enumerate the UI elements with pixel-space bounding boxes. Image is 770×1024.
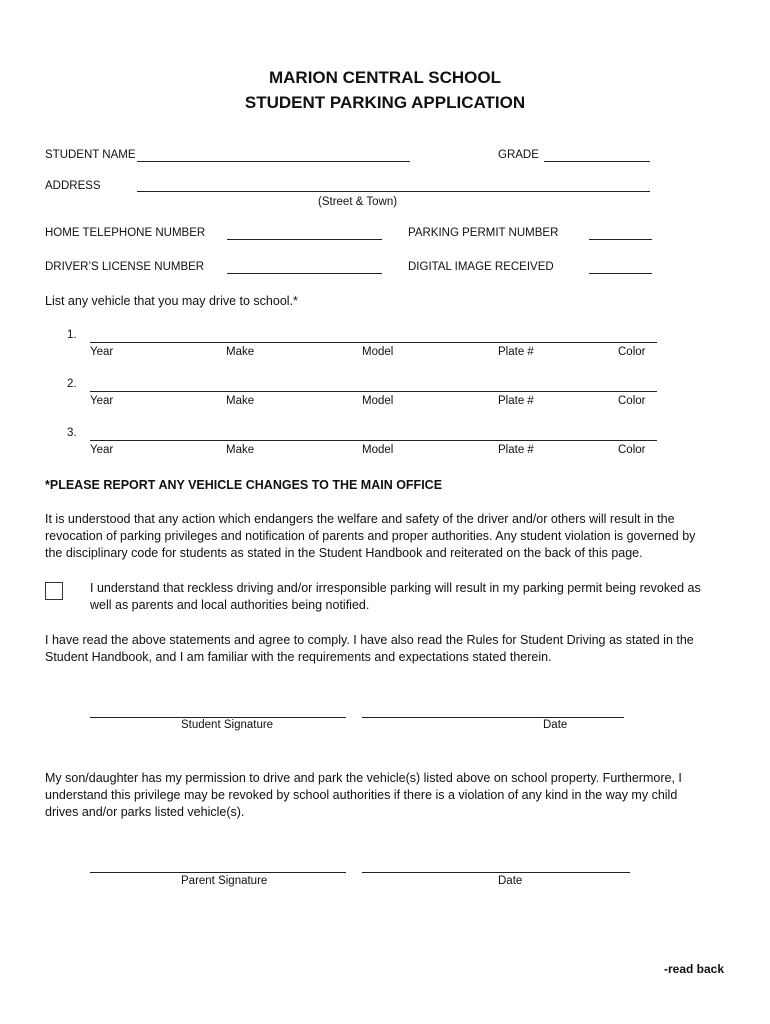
col-year: Year — [90, 346, 114, 358]
vehicle-number: 2. — [67, 378, 77, 390]
col-make: Make — [226, 346, 255, 358]
address-label: ADDRESS — [45, 180, 101, 192]
school-name: MARION CENTRAL SCHOOL — [268, 68, 501, 87]
col-color: Color — [618, 346, 646, 358]
parent-signature-field[interactable] — [90, 872, 346, 873]
read-back-note: -read back — [664, 962, 725, 976]
vehicle-number: 3. — [67, 427, 77, 439]
student-name-field[interactable] — [137, 161, 410, 162]
license-field[interactable] — [227, 273, 382, 274]
permit-number-label: PARKING PERMIT NUMBER — [408, 227, 559, 239]
license-label: DRIVER’S LICENSE NUMBER — [45, 261, 205, 273]
home-phone-field[interactable] — [227, 239, 382, 240]
digital-image-field[interactable] — [589, 273, 652, 274]
col-model: Model — [362, 395, 394, 407]
grade-label: GRADE — [498, 149, 539, 161]
home-phone-label: HOME TELEPHONE NUMBER — [45, 227, 206, 239]
acknowledge-checkbox[interactable] — [45, 582, 63, 600]
col-plate: Plate # — [498, 444, 534, 456]
student-signature-field[interactable] — [90, 717, 346, 718]
vehicle-3-field[interactable] — [90, 440, 657, 441]
vehicle-2-field[interactable] — [90, 391, 657, 392]
parent-date-label: Date — [498, 875, 523, 887]
col-plate: Plate # — [498, 395, 534, 407]
street-town-hint: (Street & Town) — [318, 196, 398, 208]
vehicle-number: 1. — [67, 329, 77, 341]
col-plate: Plate # — [498, 346, 534, 358]
col-make: Make — [226, 444, 255, 456]
col-color: Color — [618, 444, 646, 456]
student-date-label: Date — [543, 719, 568, 731]
col-model: Model — [362, 346, 394, 358]
permit-number-field[interactable] — [589, 239, 652, 240]
form-title: STUDENT PARKING APPLICATION — [244, 93, 526, 112]
vehicle-change-notice: *PLEASE REPORT ANY VEHICLE CHANGES TO THE MAIN OFFICE — [45, 478, 443, 492]
col-color: Color — [618, 395, 646, 407]
grade-field[interactable] — [544, 161, 650, 162]
checkbox-label: I understand that reckless driving and/or irresponsible parking will result in my parking permit being revoked as well as parents and local authorities being notified. — [90, 581, 701, 612]
agreement-paragraph: It is understood that any action which endangers the welfare and safety of the driver and/or others will result in the revocation of parking privileges and notification of parents and proper authorities. Any student violation is governed by the disciplinary code for students as stated in the Student Handbook and reiterated on the back of this page. — [45, 512, 696, 560]
compliance-paragraph: I have read the above statements and agree to comply. I have also read the Rules for Student Driving as stated in the Student Handbook, and I am familiar with the requirements and expectations stated therein. — [45, 633, 694, 664]
student-signature-label: Student Signature — [181, 719, 274, 731]
parent-permission-paragraph: My son/daughter has my permission to drive and park the vehicle(s) listed above on school property. Furthermore, I understand this privilege may be revoked by school authorities if there is a violation of any kind in the way my child drives and/or parks listed vehicle(s). — [45, 771, 682, 819]
vehicle-1-field[interactable] — [90, 342, 657, 343]
col-make: Make — [226, 395, 255, 407]
student-name-label: STUDENT NAME — [45, 149, 136, 161]
parent-date-field[interactable] — [362, 872, 630, 873]
col-year: Year — [90, 444, 114, 456]
student-date-field[interactable] — [362, 717, 624, 718]
digital-image-label: DIGITAL IMAGE RECEIVED — [408, 261, 554, 273]
vehicle-intro: List any vehicle that you may drive to school.* — [45, 294, 298, 308]
col-model: Model — [362, 444, 394, 456]
address-field[interactable] — [137, 191, 650, 192]
parent-signature-label: Parent Signature — [181, 875, 268, 887]
col-year: Year — [90, 395, 114, 407]
